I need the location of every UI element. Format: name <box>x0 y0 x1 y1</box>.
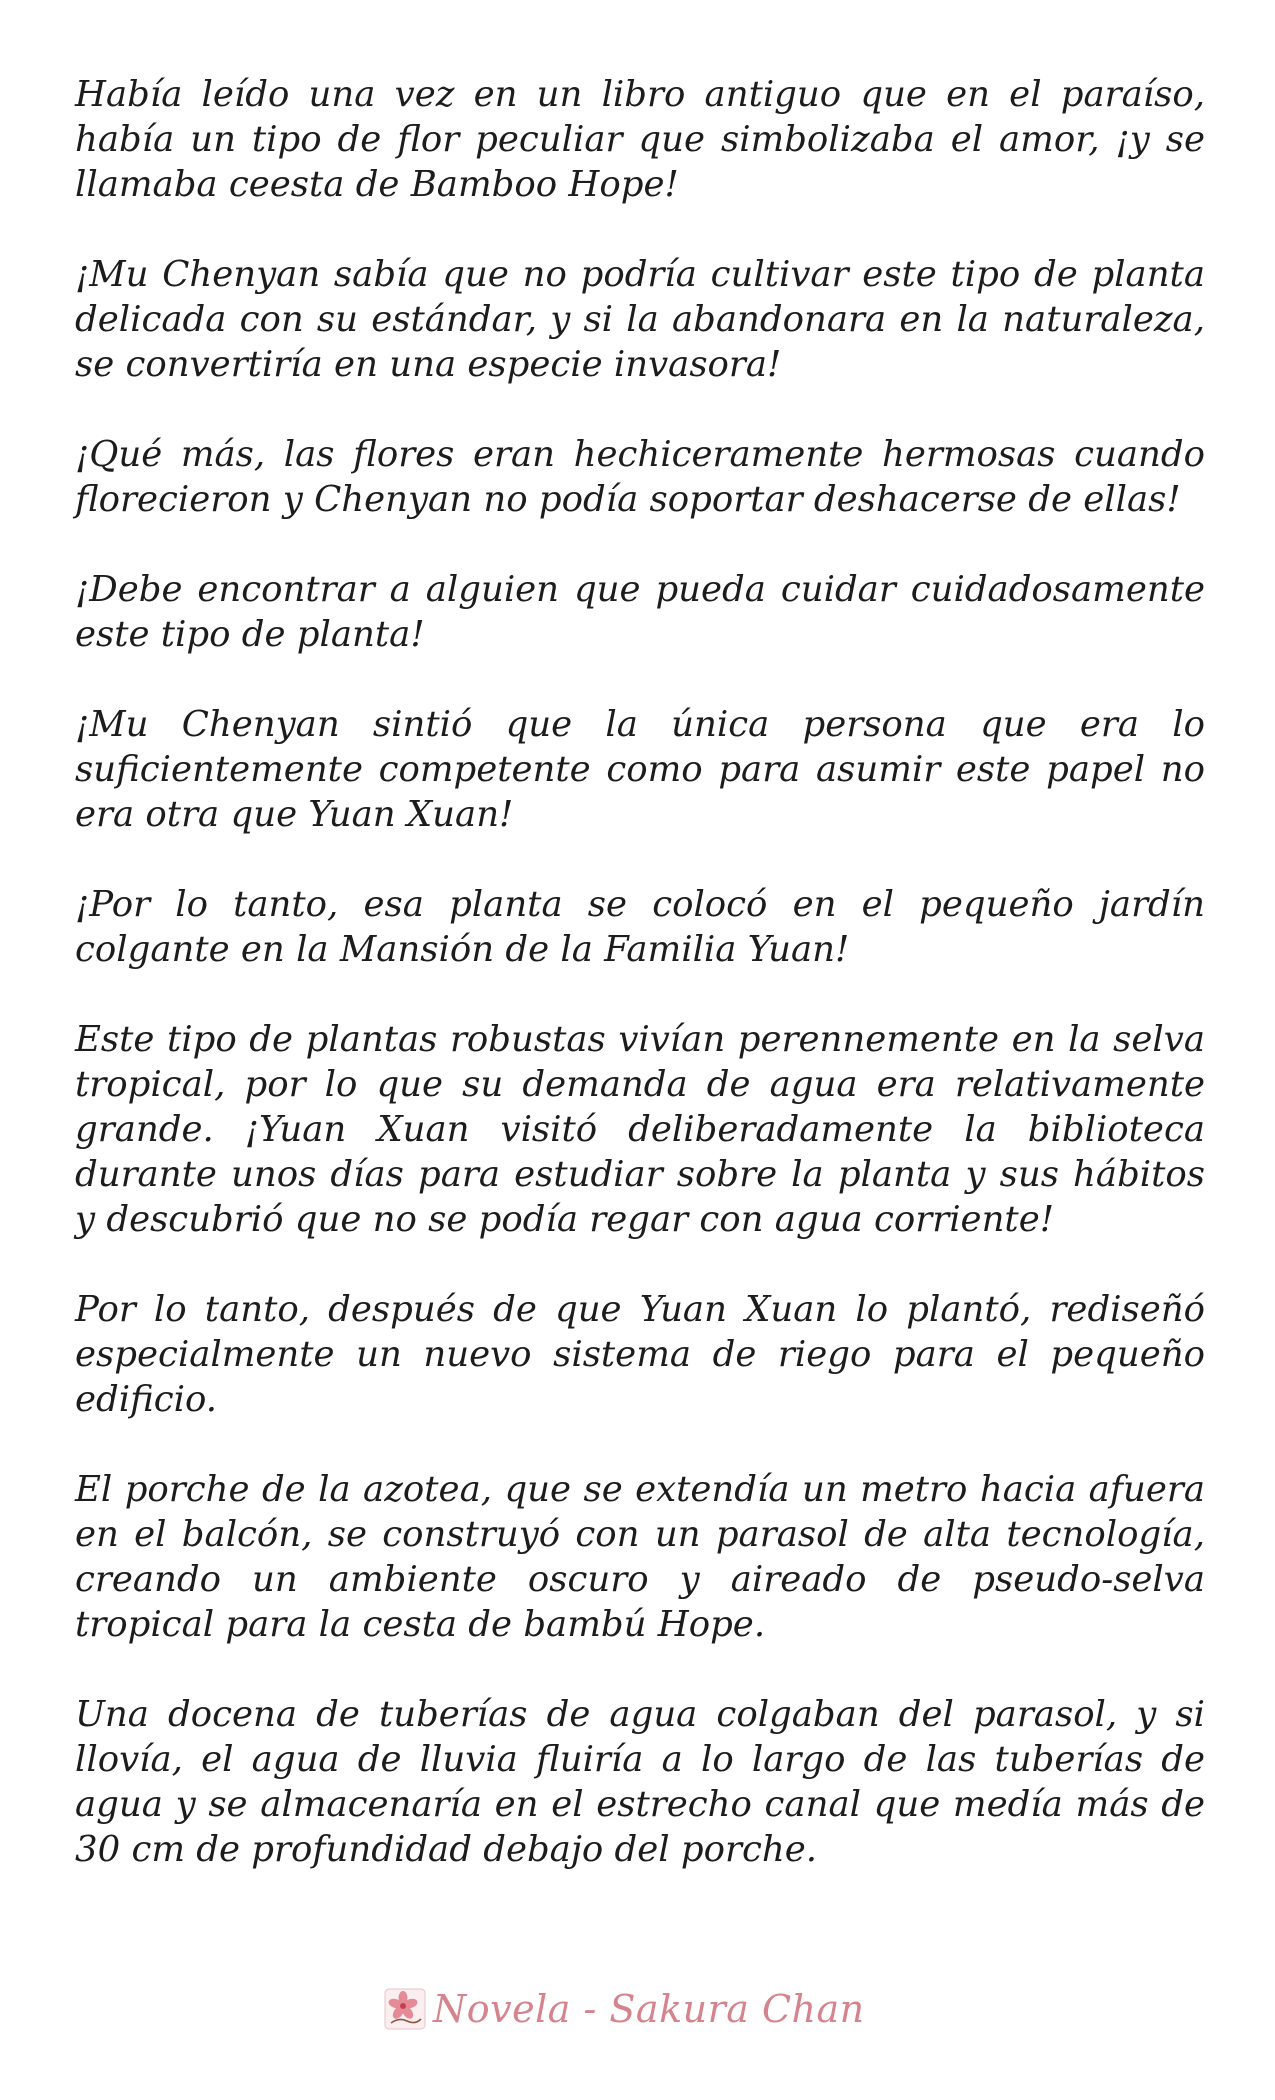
paragraph: ¡Mu Chenyan sabía que no podría cultivar este tipo de planta delicada con su estándar, y si la abandonara en la naturaleza, se convertiría en una especie invasora! <box>75 254 1205 385</box>
paragraph: El porche de la azotea, que se extendía un metro hacia afuera en el balcón, se construyó con un parasol de alta tecnología, creando un ambiente oscuro y aireado de pseudo-selva tropical para la cesta de bambú Hope. <box>75 1469 1205 1645</box>
chapter-body <box>75 72 1205 1872</box>
watermark <box>383 1985 865 2033</box>
paragraph: ¡Por lo tanto, esa planta se colocó en el pequeño jardín colgante en la Mansión de la Familia Yuan! <box>75 884 1205 970</box>
paragraph: ¡Mu Chenyan sintió que la única persona que era lo suficientemente competente como para asumir este papel no era otra que Yuan Xuan! <box>75 704 1205 835</box>
paragraph: Por lo tanto, después de que Yuan Xuan lo plantó, rediseñó especialmente un nuevo sistema de riego para el pequeño edificio. <box>75 1289 1205 1420</box>
paragraph: ¡Debe encontrar a alguien que pueda cuidar cuidadosamente este tipo de planta! <box>75 569 1205 655</box>
paragraph: Este tipo de plantas robustas vivían perennemente en la selva tropical, por lo que su demanda de agua era relativamente grande. ¡Yuan Xuan visitó deliberadamente la biblioteca durante unos días para estudiar sobre la planta y sus hábitos y descubrió que no se podía regar con agua corriente! <box>75 1019 1205 1240</box>
paragraph: Una docena de tuberías de agua colgaban del parasol, y si llovía, el agua de lluvia fluiría a lo largo de las tuberías de agua y se almacenaría en el estrecho canal que medía más de 30 cm de profundidad debajo del porche. <box>75 1694 1205 1870</box>
paragraph: Había leído una vez en un libro antiguo que en el paraíso, había un tipo de flor peculiar que simbolizaba el amor, ¡y se llamaba ceesta de Bamboo Hope! <box>75 74 1205 205</box>
sakura-flower-icon <box>383 1987 427 2031</box>
paragraph: ¡Qué más, las flores eran hechiceramente hermosas cuando florecieron y Chenyan no podía soportar deshacerse de ellas! <box>75 434 1205 520</box>
watermark-text: Novela - Sakura Chan <box>433 1987 865 2031</box>
